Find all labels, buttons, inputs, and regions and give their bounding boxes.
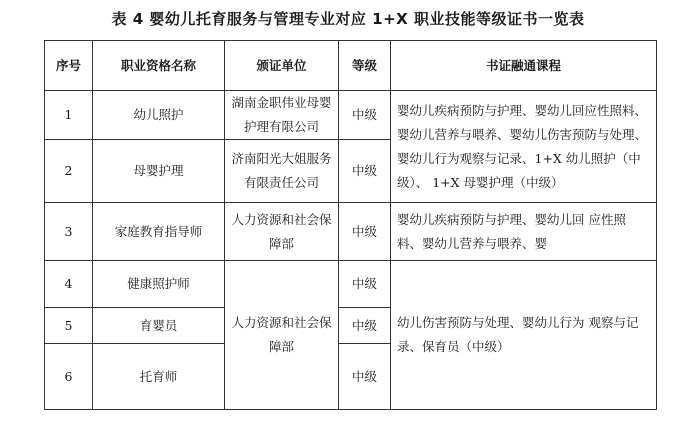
cell-level: 中级 (339, 203, 391, 261)
cell-courses-3: 婴幼儿疾病预防与护理、婴幼儿回 应性照料、婴幼儿营养与喂养、婴 (391, 203, 657, 261)
cell-no: 1 (45, 91, 93, 140)
header-no: 序号 (45, 41, 93, 91)
cell-issuer: 湖南金职伟业母婴护理有限公司 (225, 91, 339, 140)
cell-name: 健康照护师 (93, 261, 225, 308)
cell-courses-4-6: 幼儿伤害预防与处理、婴幼儿行为 观察与记录、保育员（中级） (391, 261, 657, 410)
table-caption: 表 4 婴幼儿托育服务与管理专业对应 1+X 职业技能等级证书一览表 (111, 10, 585, 28)
cell-issuer: 人力资源和社会保障部 (225, 203, 339, 261)
cell-no: 3 (45, 203, 93, 261)
header-level: 等级 (339, 41, 391, 91)
cell-level: 中级 (339, 344, 391, 410)
header-courses: 书证融通课程 (391, 41, 657, 91)
certificate-table (44, 40, 657, 410)
table-header-row (45, 41, 657, 91)
cell-level: 中级 (339, 140, 391, 203)
cell-name: 幼儿照护 (93, 91, 225, 140)
table-row (45, 261, 657, 308)
cell-no: 6 (45, 344, 93, 410)
cell-level: 中级 (339, 91, 391, 140)
cell-no: 5 (45, 308, 93, 344)
cell-no: 4 (45, 261, 93, 308)
cell-level: 中级 (339, 308, 391, 344)
cell-name: 家庭教育指导师 (93, 203, 225, 261)
cell-courses-1-2: 婴幼儿疾病预防与护理、婴幼儿回应性照料、婴幼儿营养与喂养、婴幼儿伤害预防与处理、婴幼儿行为观察与记录、1+X 幼儿照护（中级）、 1+X 母婴护理（中级） (391, 91, 657, 203)
cell-issuer: 济南阳光大姐服务有限责任公司 (225, 140, 339, 203)
cell-no: 2 (45, 140, 93, 203)
header-issuer: 颁证单位 (225, 41, 339, 91)
cell-name: 母婴护理 (93, 140, 225, 203)
cell-name: 育婴员 (93, 308, 225, 344)
header-name: 职业资格名称 (93, 41, 225, 91)
cell-issuer-merged: 人力资源和社会保障部 (225, 261, 339, 410)
cell-name: 托育师 (93, 344, 225, 410)
cell-level: 中级 (339, 261, 391, 308)
table-row (45, 91, 657, 140)
table-row (45, 203, 657, 261)
